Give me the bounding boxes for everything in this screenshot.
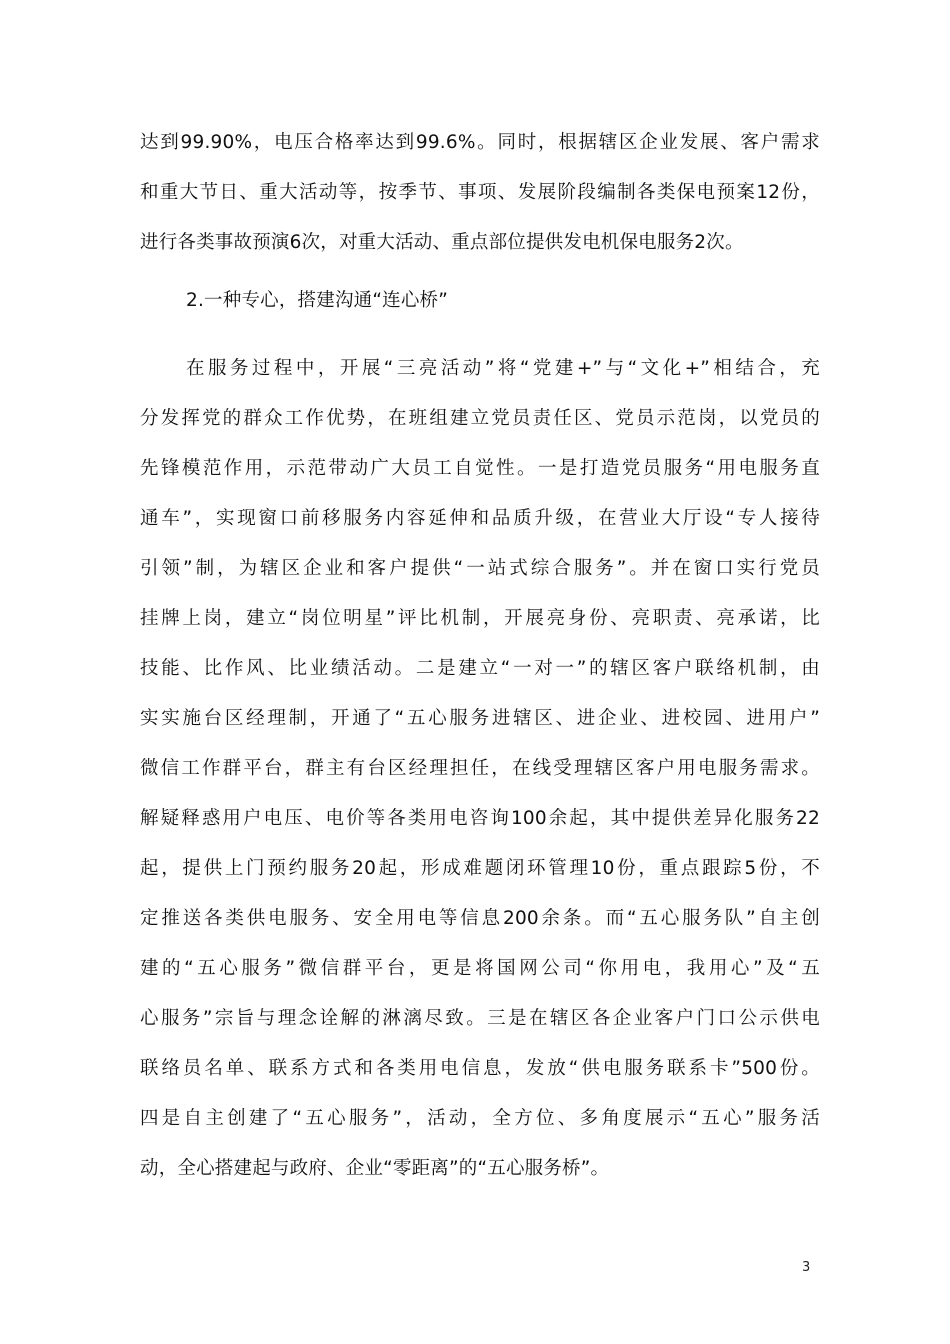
paragraph-2-line-12: 定推送各类供电服务、安全用电等信息200余条。而“五心服务队”自主创 bbox=[140, 908, 820, 929]
paragraph-2-line-13: 建的“五心服务”微信群平台，更是将国网公司“你用电，我用心”及“五 bbox=[140, 958, 820, 979]
paragraph-2-line-7: 技能、比作风、比业绩活动。二是建立“一对一”的辖区客户联络机制，由 bbox=[140, 658, 820, 679]
paragraph-2-line-8: 实实施台区经理制，开通了“五心服务进辖区、进企业、进校园、进用户” bbox=[140, 708, 820, 729]
section-heading: 2.一种专心，搭建沟通“连心桥” bbox=[186, 290, 449, 311]
paragraph-2-line-17: 动，全心搭建起与政府、企业“零距离”的“五心服务桥”。 bbox=[140, 1158, 610, 1179]
paragraph-2-line-16: 四是自主创建了“五心服务”，活动，全方位、多角度展示“五心”服务活 bbox=[140, 1108, 820, 1129]
paragraph-2-line-5: 引领”制，为辖区企业和客户提供“一站式综合服务”。并在窗口实行党员 bbox=[140, 558, 820, 579]
paragraph-2-line-10: 解疑释惑用户电压、电价等各类用电咨询100余起，其中提供差异化服务22 bbox=[140, 808, 820, 829]
paragraph-2-line-1: 在服务过程中，开展“三亮活动”将“党建+”与“文化+”相结合，充 bbox=[186, 358, 820, 379]
paragraph-2-line-9: 微信工作群平台，群主有台区经理担任，在线受理辖区客户用电服务需求。 bbox=[140, 758, 820, 779]
paragraph-2-line-2: 分发挥党的群众工作优势，在班组建立党员责任区、党员示范岗，以党员的 bbox=[140, 408, 820, 429]
paragraph-1-line-2: 和重大节日、重大活动等，按季节、事项、发展阶段编制各类保电预案12份， bbox=[140, 182, 820, 203]
page-number: 3 bbox=[802, 1260, 811, 1275]
paragraph-1-line-3: 进行各类事故预演6次，对重大活动、重点部位提供发电机保电服务2次。 bbox=[140, 232, 744, 253]
paragraph-2-line-14: 心服务”宗旨与理念诠解的淋漓尽致。三是在辖区各企业客户门口公示供电 bbox=[140, 1008, 820, 1029]
paragraph-2-line-15: 联络员名单、联系方式和各类用电信息，发放“供电服务联系卡”500份。 bbox=[140, 1058, 820, 1079]
paragraph-2-line-11: 起，提供上门预约服务20起，形成难题闭环管理10份，重点跟踪5份，不 bbox=[140, 858, 820, 879]
paragraph-2-line-6: 挂牌上岗，建立“岗位明星”评比机制，开展亮身份、亮职责、亮承诺，比 bbox=[140, 608, 820, 629]
paragraph-1-line-1: 达到99.90%，电压合格率达到99.6%。同时，根据辖区企业发展、客户需求 bbox=[140, 132, 820, 153]
paragraph-2-line-4: 通车”，实现窗口前移服务内容延伸和品质升级，在营业大厅设“专人接待 bbox=[140, 508, 820, 529]
paragraph-2-line-3: 先锋模范作用，示范带动广大员工自觉性。一是打造党员服务“用电服务直 bbox=[140, 458, 820, 479]
